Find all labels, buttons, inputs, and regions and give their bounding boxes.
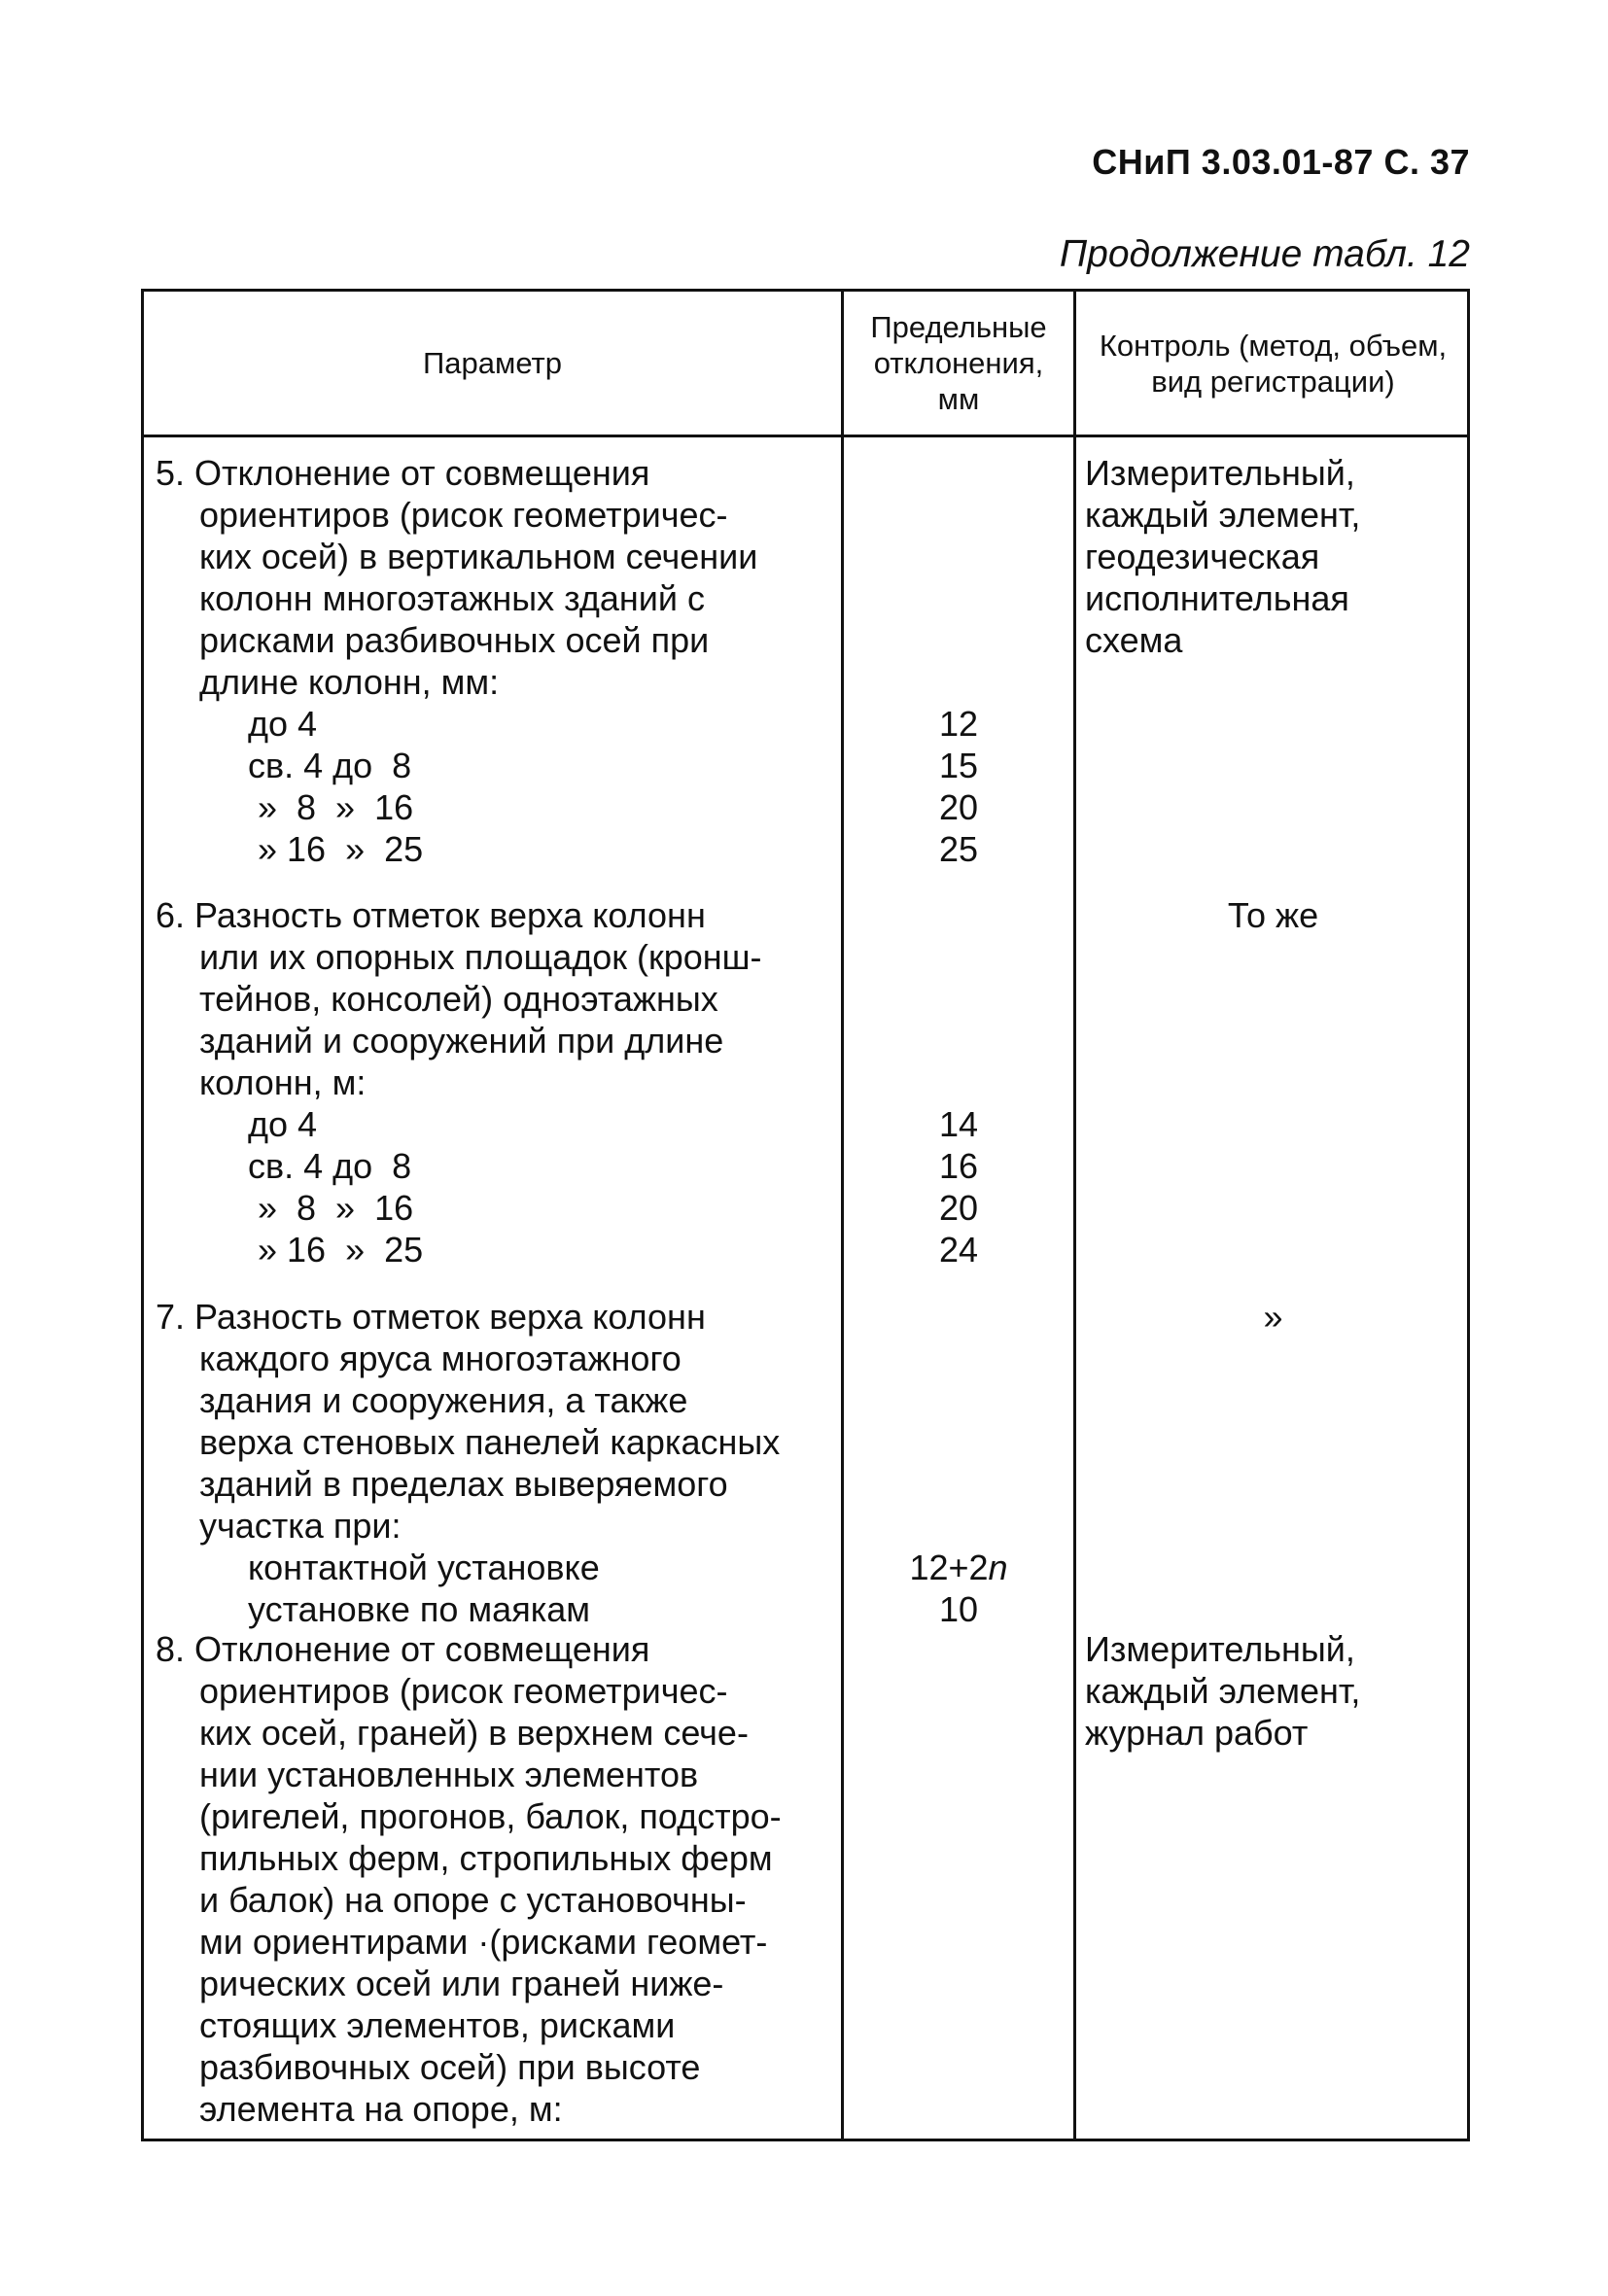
control-cell: [1085, 452, 1464, 661]
parameter-subrange: до 4: [248, 704, 318, 744]
deviation-value: 10: [938, 1589, 979, 1629]
parameter-cell: [156, 452, 836, 870]
deviation-value: 15: [938, 746, 979, 785]
parameter-line: ми ориентирами ·(рисками геомет-: [199, 1922, 768, 1962]
deviation-cell: [844, 1296, 1073, 1630]
control-line: журнал работ: [1085, 1713, 1309, 1753]
deviation-value-base: 12+2: [909, 1548, 989, 1587]
parameter-line: 8. Отклонение от совмещения: [156, 1629, 650, 1669]
deviation-cell: [844, 894, 1073, 1270]
control-cell: [1076, 894, 1470, 936]
parameter-subrange: » 8 » 16: [248, 1188, 414, 1228]
parameter-subrange: » 8 » 16: [248, 787, 414, 827]
header-line: Контроль (метод, объем,: [1099, 328, 1448, 363]
parameter-line: или их опорных площадок (кронш-: [199, 937, 762, 977]
control-line: То же: [1227, 895, 1319, 935]
deviation-value-variable: n: [988, 1548, 1008, 1587]
deviation-value: 14: [938, 1104, 979, 1144]
parameter-line: участка при:: [199, 1506, 402, 1546]
parameter-line: ориентиров (рисок геометричес-: [199, 1671, 728, 1711]
parameter-line: рисками разбивочных осей при: [199, 620, 710, 660]
parameter-line: ких осей, граней) в верхнем сече-: [199, 1713, 749, 1753]
parameter-line: каждого яруса многоэтажного: [199, 1339, 682, 1378]
parameter-line: верха стеновых панелей каркасных: [199, 1422, 781, 1462]
parameter-cell: [156, 894, 836, 1270]
parameter-subrange: св. 4 до 8: [248, 1146, 412, 1186]
deviation-value: 16: [938, 1146, 979, 1186]
column-header-deviations: [844, 292, 1073, 435]
control-line: схема: [1085, 620, 1183, 660]
parameter-line: и балок) на опоре с установочны-: [199, 1880, 747, 1920]
parameter-line: (ригелей, прогонов, балок, подстро-: [199, 1796, 782, 1836]
parameter-line: нии установленных элементов: [199, 1755, 699, 1794]
parameter-line: колонн, м:: [199, 1062, 367, 1102]
parameter-subrange: » 16 » 25: [248, 1230, 424, 1270]
deviation-value: 20: [938, 1188, 979, 1228]
parameter-line: ориентиров (рисок геометричес-: [199, 495, 728, 535]
header-divider: [144, 435, 1467, 437]
parameter-subrange: св. 4 до 8: [248, 746, 412, 785]
deviation-value: 12: [938, 704, 979, 744]
parameter-line: зданий и сооружений при длине: [199, 1021, 724, 1061]
header-line: отклонения,: [873, 346, 1044, 380]
control-line: исполнительная: [1085, 578, 1349, 618]
control-line: Измерительный,: [1085, 1629, 1355, 1669]
parameter-cell: [156, 1628, 836, 2130]
control-line: геодезическая: [1085, 537, 1320, 576]
parameter-line: длине колонн, мм:: [199, 662, 500, 702]
parameter-cell: [156, 1296, 836, 1630]
deviation-value: [844, 1547, 1073, 1588]
table-continuation-label: Продолжение табл. 12: [1059, 233, 1470, 275]
control-line: »: [1263, 1297, 1283, 1337]
control-line: каждый элемент,: [1085, 1671, 1361, 1711]
column-divider: [1073, 292, 1076, 2139]
header-line: вид регистрации): [1151, 364, 1395, 399]
parameter-line: разбивочных осей) при высоте: [199, 2047, 701, 2087]
control-line: Измерительный,: [1085, 453, 1355, 493]
parameter-subrange: » 16 » 25: [248, 829, 424, 869]
parameter-line: ких осей) в вертикальном сечении: [199, 537, 758, 576]
column-header-parameter: [144, 292, 841, 435]
control-cell: [1076, 1296, 1470, 1338]
parameter-line: тейнов, консолей) одноэтажных: [199, 979, 718, 1019]
parameter-line: зданий в пределах выверяемого: [199, 1464, 728, 1504]
parameter-line: 5. Отклонение от совмещения: [156, 453, 650, 493]
parameter-line: рических осей или граней ниже-: [199, 1964, 724, 2003]
header-line: Параметр: [423, 346, 562, 380]
parameter-line: 7. Разность отметок верха колонн: [156, 1297, 706, 1337]
header-line: мм: [937, 382, 980, 416]
parameter-line: здания и сооружения, а также: [199, 1380, 688, 1420]
column-header-control: [1076, 292, 1470, 435]
deviation-value: 24: [938, 1230, 979, 1270]
header-line: Предельные: [870, 310, 1047, 344]
document-reference: СНиП 3.03.01-87 С. 37: [1092, 142, 1470, 182]
control-line: каждый элемент,: [1085, 495, 1361, 535]
parameter-line: 6. Разность отметок верха колонн: [156, 895, 706, 935]
parameter-subrange: до 4: [248, 1104, 318, 1144]
parameter-line: колонн многоэтажных зданий с: [199, 578, 705, 618]
parameter-subrange: контактной установке: [248, 1548, 600, 1587]
parameter-subrange: установке по маякам: [248, 1589, 591, 1629]
parameter-line: элемента на опоре, м:: [199, 2089, 563, 2129]
deviation-value: 20: [938, 787, 979, 827]
tolerance-table: [141, 289, 1470, 2141]
deviation-cell: [844, 452, 1073, 870]
parameter-line: стоящих элементов, рисками: [199, 2005, 676, 2045]
parameter-line: пильных ферм, стропильных ферм: [199, 1838, 773, 1878]
control-cell: [1085, 1628, 1464, 1754]
deviation-value: 25: [938, 829, 979, 869]
